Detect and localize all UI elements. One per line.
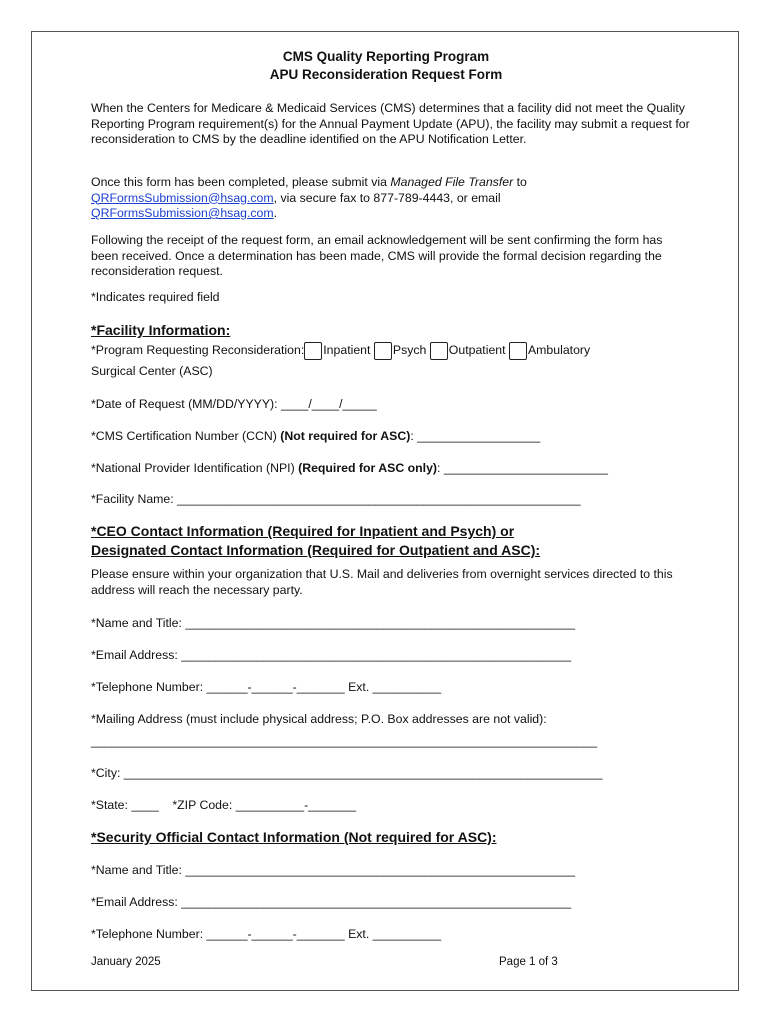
psych-label: Psych: [392, 343, 427, 357]
ambulatory-checkbox[interactable]: [509, 342, 527, 360]
form-page: [31, 31, 739, 991]
ambulatory-label: Ambulatory: [527, 343, 591, 357]
form-title: CMS Quality Reporting Program: [282, 49, 490, 64]
date-of-request-field[interactable]: *Date of Request (MM/DD/YYYY): ____/____/_____: [91, 397, 377, 411]
security-heading: *Security Official Contact Information (Not required for ASC):: [91, 829, 497, 845]
ceo-phone-field[interactable]: *Telephone Number: ______-______-_______ Ext. __________: [91, 680, 442, 694]
facility-name-field[interactable]: *Facility Name: ___________________________________________________________: [91, 492, 581, 506]
footer-date: January 2025: [91, 956, 161, 968]
mail-note: Please ensure within your organization that U.S. Mail and deliveries from overnight services directed to this address will reach the necessary party.: [91, 567, 673, 597]
intro-paragraph: When the Centers for Medicare & Medicaid Services (CMS) determines that a facility did not meet the Quality Reporting Program requirement(s) for the Annual Payment Update (APU), the facility may submit a request for reconsideration to CMS by the deadline identified on the APU Notification Letter.: [91, 101, 690, 146]
form-subtitle: APU Reconsideration Request Form: [269, 67, 503, 82]
ceo-name-title-field[interactable]: *Name and Title: _________________________________________________________: [91, 616, 576, 630]
program-row: [91, 342, 590, 360]
inpatient-label: Inpatient: [323, 343, 371, 357]
security-name-title-field[interactable]: *Name and Title: _________________________________________________________: [91, 863, 576, 877]
psych-checkbox[interactable]: [374, 342, 392, 360]
program-label: *Program Requesting Reconsideration:: [91, 343, 305, 357]
email-link-2[interactable]: QRFormsSubmission@hsag.com: [91, 206, 274, 220]
required-note: *Indicates required field: [91, 290, 220, 304]
state-zip-field[interactable]: *State: ____ *ZIP Code: __________-_______: [91, 798, 357, 812]
ccn-field[interactable]: *CMS Certification Number (CCN) (Not required for ASC): __________________: [91, 429, 541, 443]
city-field[interactable]: *City: ______________________________________________________________________: [91, 766, 603, 780]
mailing-address-label: *Mailing Address (must include physical address; P.O. Box addresses are not valid):: [91, 712, 547, 726]
email-link[interactable]: QRFormsSubmission@hsag.com: [91, 190, 274, 205]
outpatient-label: Outpatient: [448, 343, 506, 357]
footer-page-number: Page 1 of 3: [499, 956, 558, 968]
security-email-field[interactable]: *Email Address: _________________________________________________________: [91, 895, 572, 909]
outpatient-checkbox[interactable]: [430, 342, 448, 360]
inpatient-checkbox[interactable]: [304, 342, 322, 360]
mailing-address-field[interactable]: __________________________________________________________________________: [91, 734, 598, 748]
security-phone-field[interactable]: *Telephone Number: ______-______-_______ Ext. __________: [91, 927, 442, 941]
ceo-heading-line2: Designated Contact Information (Required for Outpatient and ASC):: [91, 542, 541, 558]
acknowledgement-paragraph: Following the receipt of the request form, an email acknowledgement will be sent confirming the form has been received. Once a determination has been made, CMS will provide the formal decision regarding the reconsideration request.: [91, 233, 663, 278]
submission-paragraph: Once this form has been completed, please submit via Managed File Transfer to QRFormsSubmission@hsag.com, via secure fax to 877-789-4443, or email QRFormsSubmission@hsag.com.: [91, 175, 527, 220]
ceo-heading-line1: *CEO Contact Information (Required for Inpatient and Psych) or: [91, 523, 515, 539]
facility-heading: *Facility Information:: [91, 322, 231, 338]
managed-file-transfer-text: Managed File Transfer: [390, 175, 514, 189]
ambulatory-continued: Surgical Center (ASC): [91, 364, 213, 378]
ceo-email-field[interactable]: *Email Address: _________________________________________________________: [91, 648, 572, 662]
npi-field[interactable]: *National Provider Identification (NPI) (Required for ASC only): ________________________: [91, 461, 608, 475]
